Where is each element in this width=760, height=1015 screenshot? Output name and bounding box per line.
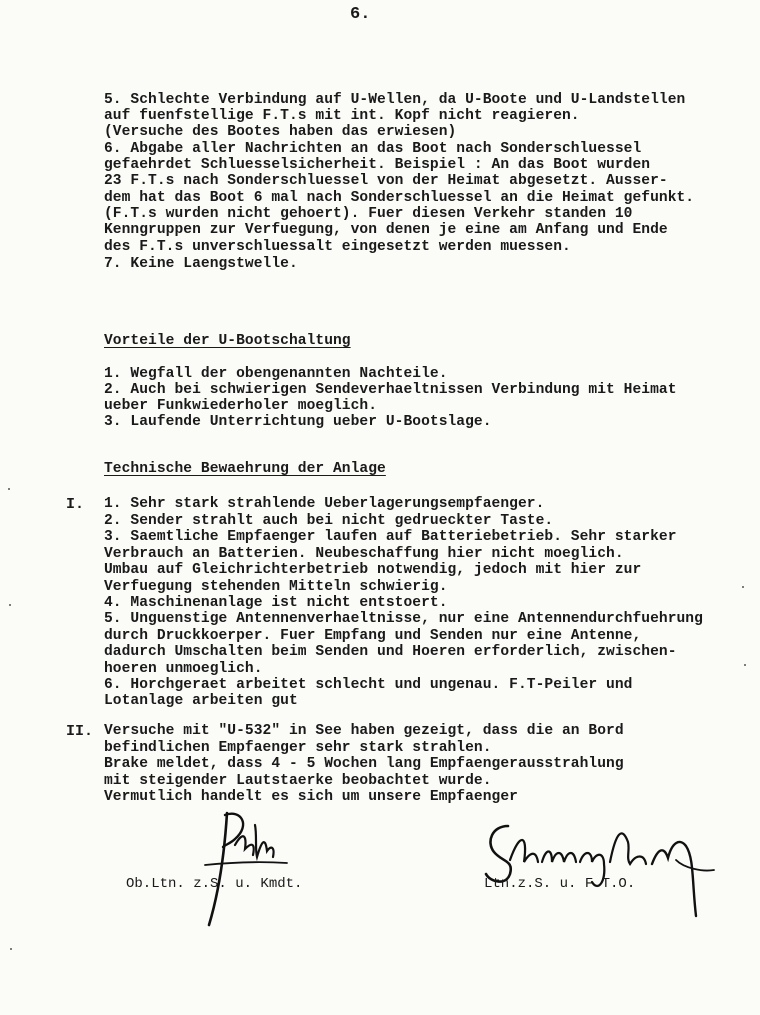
- text-line: 4. Maschinenanlage ist nicht entstoert.: [104, 595, 448, 611]
- text-line: 1. Wegfall der obengenannten Nachteile.: [104, 366, 448, 382]
- roman-marker-ii: II.: [66, 723, 94, 740]
- text-line: Kenngruppen zur Verfuegung, von denen je eine am Anfang und Ende: [104, 222, 668, 238]
- text-line: 5. Schlechte Verbindung auf U-Wellen, da U-Boote und U-Landstellen: [104, 92, 686, 108]
- text-line: 1. Sehr stark strahlende Ueberlagerungsempfaenger.: [104, 496, 545, 512]
- scan-speck: [8, 488, 10, 490]
- text-line: 5. Unguenstige Antennenverhaeltnisse, nur eine Antennendurchfuehrung: [104, 611, 703, 627]
- text-line: Vermutlich handelt es sich um unsere Empfaenger: [104, 789, 518, 805]
- text-line: Verbrauch an Batterien. Neubeschaffung hier nicht moeglich.: [104, 546, 624, 562]
- text-line: Verfuegung stehenden Mitteln schwierig.: [104, 579, 448, 595]
- roman-marker-i: I.: [66, 496, 85, 513]
- section-heading-advantages: Vorteile der U-Bootschaltung: [104, 333, 351, 349]
- text-line: 6. Abgabe aller Nachrichten an das Boot nach Sonderschluessel: [104, 141, 642, 157]
- text-line: Versuche mit "U-532" in See haben gezeigt, dass die an Bord: [104, 723, 624, 739]
- text-line: gefaehrdet Schluesselsicherheit. Beispiel : An das Boot wurden: [104, 157, 651, 173]
- text-line: 6. Horchgeraet arbeitet schlecht und ungenau. F.T-Peiler und: [104, 677, 633, 693]
- text-line: 2. Sender strahlt auch bei nicht gedrueckter Taste.: [104, 513, 554, 529]
- text-line: Lotanlage arbeiten gut: [104, 693, 298, 709]
- left-signature-icon: [195, 805, 305, 935]
- right-signature-icon: [480, 812, 720, 932]
- text-line: (Versuche des Bootes haben das erwiesen): [104, 124, 457, 140]
- text-line: des F.T.s unverschluessalt eingesetzt werden muessen.: [104, 239, 571, 255]
- text-line: hoeren unmoeglich.: [104, 661, 263, 677]
- scan-speck: [744, 664, 746, 666]
- right-signature-caption: Ltn.z.S. u. F.T.O.: [484, 876, 636, 892]
- text-line: ueber Funkwiederholer moeglich.: [104, 398, 378, 414]
- left-signature-caption: Ob.Ltn. z.S. u. Kmdt.: [126, 876, 303, 892]
- text-line: dadurch Umschalten beim Senden und Hoeren erforderlich, zwischen-: [104, 644, 677, 660]
- text-line: auf fuenfstellige F.T.s mit int. Kopf nicht reagieren.: [104, 108, 580, 124]
- text-line: (F.T.s wurden nicht gehoert). Fuer diesen Verkehr standen 10: [104, 206, 633, 222]
- text-line: 3. Saemtliche Empfaenger laufen auf Batteriebetrieb. Sehr starker: [104, 529, 677, 545]
- section-heading-technical: Technische Bewaehrung der Anlage: [104, 461, 386, 477]
- text-line: 23 F.T.s nach Sonderschluessel von der Heimat abgesetzt. Ausser-: [104, 173, 668, 189]
- text-line: 3. Laufende Unterrichtung ueber U-Bootslage.: [104, 414, 492, 430]
- text-line: Umbau auf Gleichrichterbetrieb notwendig, jedoch mit hier zur: [104, 562, 642, 578]
- page-number: 6.: [350, 5, 371, 24]
- text-line: durch Druckkoerper. Fuer Empfang und Senden nur eine Antenne,: [104, 628, 642, 644]
- text-line: mit steigender Lautstaerke beobachtet wurde.: [104, 773, 492, 789]
- text-line: dem hat das Boot 6 mal nach Sonderschluessel an die Heimat gefunkt.: [104, 190, 695, 206]
- scan-speck: [10, 948, 12, 950]
- scan-speck: [9, 604, 11, 606]
- text-line: 7. Keine Laengstwelle.: [104, 256, 298, 272]
- text-line: befindlichen Empfaenger sehr stark strahlen.: [104, 740, 492, 756]
- text-line: Brake meldet, dass 4 - 5 Wochen lang Empfaengerausstrahlung: [104, 756, 624, 772]
- text-line: 2. Auch bei schwierigen Sendeverhaeltnissen Verbindung mit Heimat: [104, 382, 677, 398]
- scan-speck: [742, 586, 744, 588]
